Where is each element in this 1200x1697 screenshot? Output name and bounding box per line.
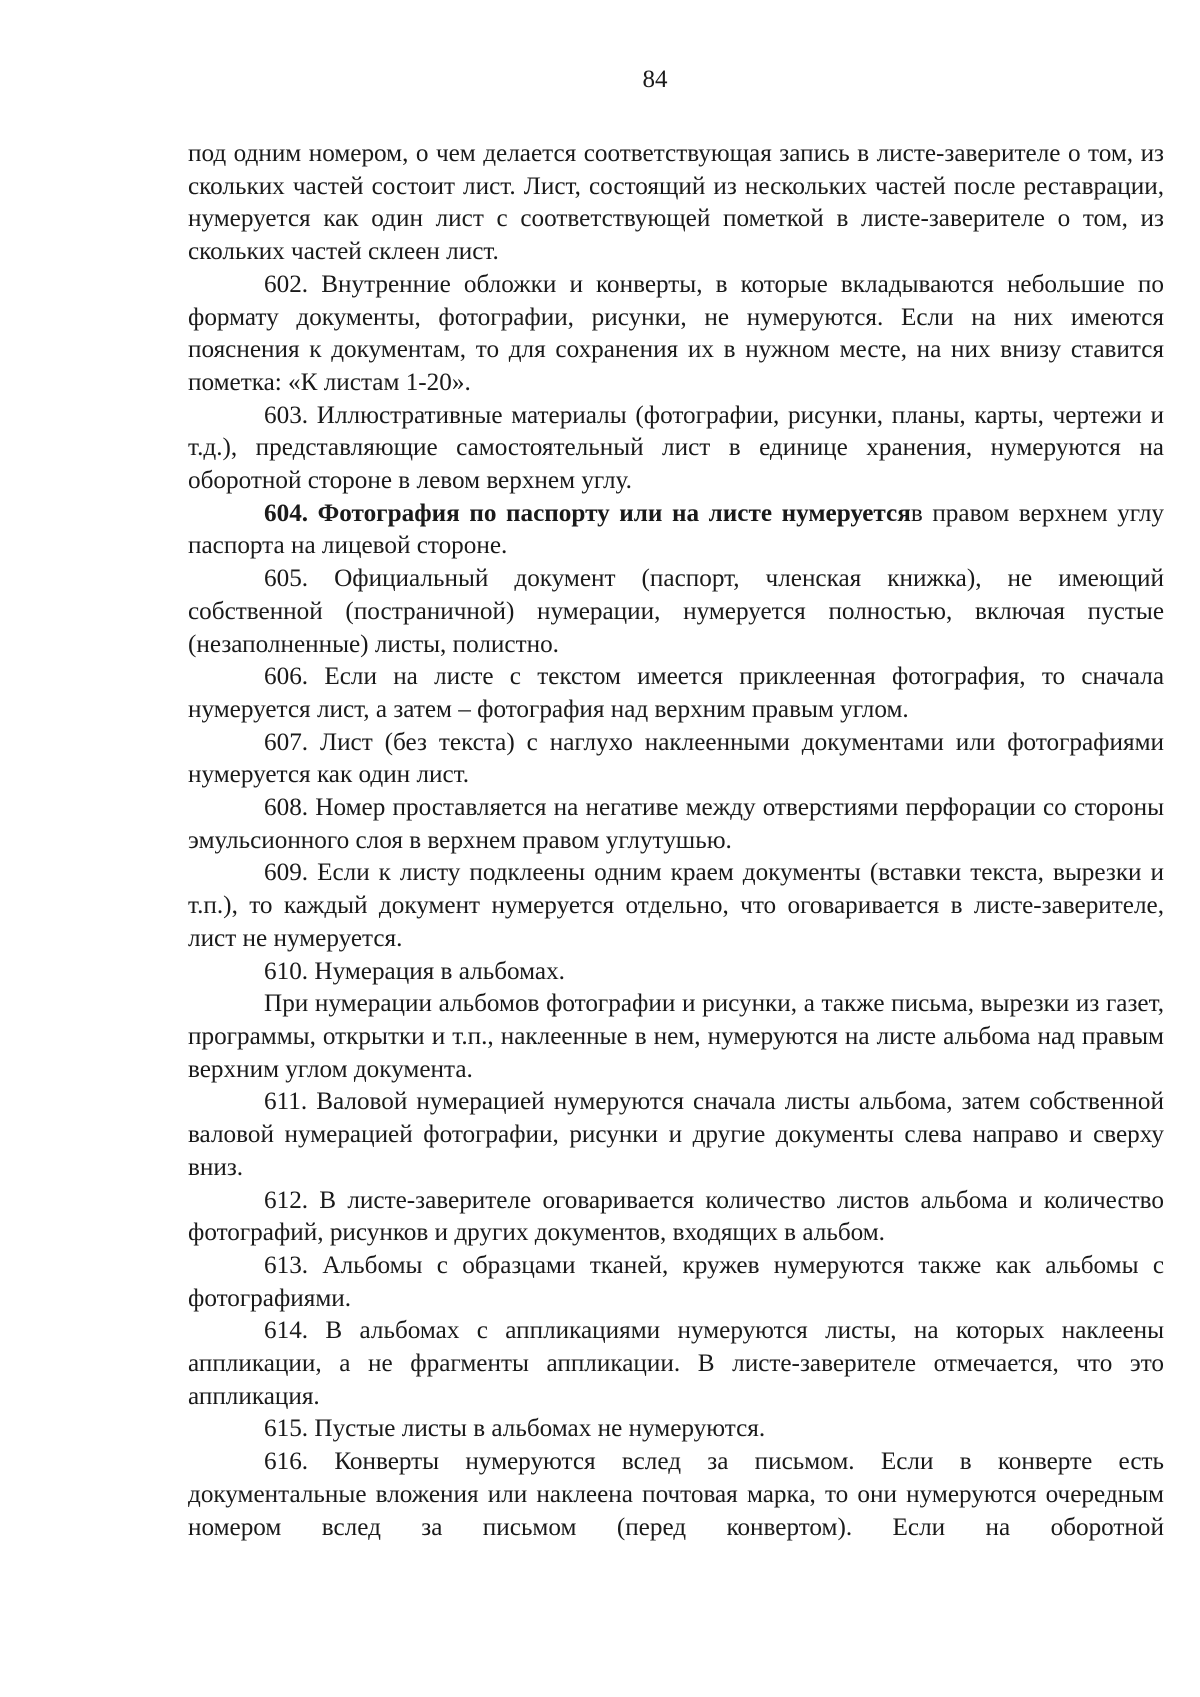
paragraph-613: 613. Альбомы с образцами тканей, кружев нумеруются также как альбомы с фотографиями. [188, 1251, 1164, 1312]
paragraph-610: 610. Нумерация в альбомах. [264, 957, 565, 985]
page-number-text: 84 [642, 66, 668, 93]
page-number [110, 66, 1200, 94]
paragraph-606: 606. Если на листе с текстом имеется приклеенная фотография, то сначала нумеруется лист, а затем – фотография над верхним правым углом. [188, 663, 1164, 723]
paragraph-605: 605. Официальный документ (паспорт, членская книжка), не имеющий собственной (постраничной) нумерации, нумеруется полностью, включая пустые (незаполненные) листы, полистно. [188, 565, 1164, 658]
paragraph-616: 616. Конверты нумеруются вслед за письмом. Если в конверте есть документальные вложения или наклеена почтовая марка, то они нумеруются очередным номером вслед за письмом (перед конвертом). Если на оборотной [188, 1448, 1164, 1541]
paragraph-611: 611. Валовой нумерацией нумеруются сначала листы альбома, затем собственной валовой нумерацией фотографии, рисунки и другие документы слева направо и сверху вниз. [188, 1088, 1164, 1181]
paragraph-609: 609. Если к листу подклеены одним краем документы (вставки текста, вырезки и т.п.), то каждый документ нумеруется отдельно, что оговаривается в листе-заверителе, лист не нумеруется. [188, 859, 1164, 952]
paragraph-602: 602. Внутренние обложки и конверты, в которые вкладываются небольшие по формату документы, фотографии, рисунки, не нумеруются. Если на них имеются пояснения к документам, то для сохранения их в нужном месте, на них внизу ставится пометка: «К листам 1-20». [188, 270, 1164, 396]
paragraph-continued: под одним номером, о чем делается соответствующая запись в листе-заверителе о том, из скольких частей состоит лист. Лист, состоящий из нескольких частей после реставрации, нумеруется как один лист с соответствующей пометкой в листе-заверителе о том, из скольких частей склеен лист. [188, 140, 1164, 266]
paragraph-614: 614. В альбомах с аппликациями нумеруются листы, на которых наклеены аппликации, а не фрагменты аппликации. В листе-заверителе отмечается, что это аппликация. [188, 1317, 1164, 1410]
paragraph-610-body: При нумерации альбомов фотографии и рисунки, а также письма, вырезки из газет, программы, открытки и т.п., наклеенные в нем, нумеруются на листе альбома над правым верхним углом документа. [188, 990, 1164, 1083]
paragraph-604-bold-prefix: 604. Фотография по паспорту или на листе нумеруется [264, 499, 911, 527]
document-body [188, 138, 1164, 1544]
paragraph-608: 608. Номер проставляется на негативе между отверстиями перфорации со стороны эмульсионного слоя в верхнем правом углутушью. [188, 794, 1164, 854]
paragraph-615: 615. Пустые листы в альбомах не нумеруются. [264, 1415, 766, 1443]
paragraph-607: 607. Лист (без текста) с наглухо наклеенными документами или фотографиями нумеруется как один лист. [188, 728, 1164, 789]
paragraph-604 [188, 498, 1164, 563]
paragraph-604-text: в правом верхнем углу паспорта на лицевой стороне. [188, 499, 1164, 560]
paragraph-612: 612. В листе-заверителе оговаривается количество листов альбома и количество фотографий, рисунков и других документов, входящих в альбом. [188, 1186, 1164, 1247]
paragraph-603: 603. Иллюстративные материалы (фотографии, рисунки, планы, карты, чертежи и т.д.), представляющие самостоятельный лист в единице хранения, нумеруются на оборотной стороне в левом верхнем углу. [188, 401, 1164, 495]
